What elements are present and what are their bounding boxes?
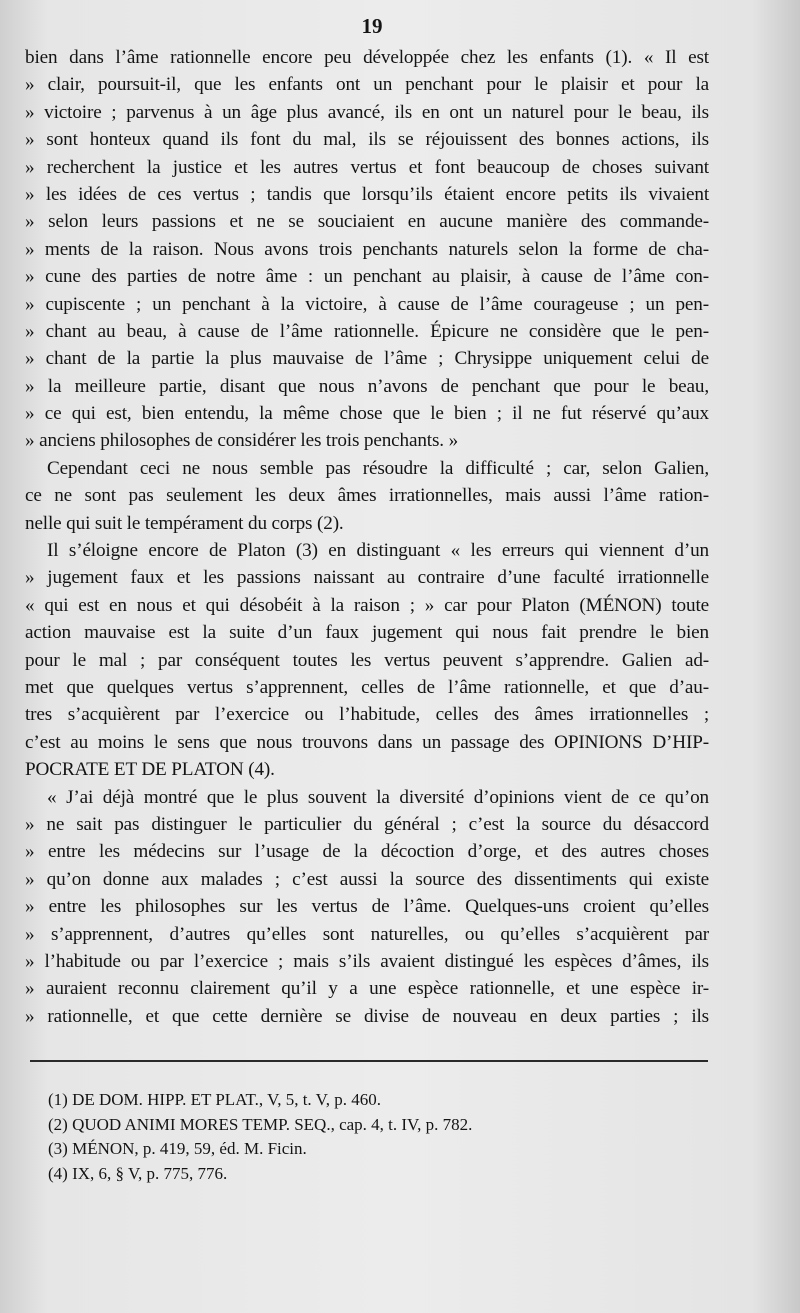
footnote: (3) MÉNON, p. 419, 59, éd. M. Ficin. [48, 1139, 307, 1159]
text-line: » entre les philosophes sur les vertus de l’âme. Quelques-uns croient qu’elles [25, 896, 709, 918]
text-line: » ments de la raison. Nous avons trois penchants naturels selon la forme de cha- [25, 238, 709, 260]
text-line: » clair, poursuit-il, que les enfants ont un penchant pour le plaisir et pour la [25, 74, 709, 96]
text-line: » entre les médecins sur l’usage de la décoction d’orge, et des autres choses [25, 841, 709, 863]
text-line: Cependant ceci ne nous semble pas résoudre la difficulté ; car, selon Galien, [47, 457, 709, 479]
text-line: ce ne sont pas seulement les deux âmes irrationnelles, mais aussi l’âme ration- [25, 485, 709, 507]
text-line: POCRATE ET DE PLATON (4). [25, 759, 275, 781]
text-line: tres s’acquièrent par l’exercice ou l’habitude, celles des âmes irrationnelles ; [25, 704, 709, 726]
text-line: » recherchent la justice et les autres vertus et font beaucoup de choses suivant [25, 156, 709, 178]
footnote: (2) QUOD ANIMI MORES TEMP. SEQ., cap. 4, t. IV, p. 782. [48, 1114, 473, 1134]
text-line: » ce qui est, bien entendu, la même chose que le bien ; il ne fut réservé qu’aux [25, 403, 709, 425]
text-line: » s’apprennent, d’autres qu’elles sont naturelles, ou qu’elles s’acquièrent par [25, 923, 709, 945]
text-line: « J’ai déjà montré que le plus souvent la diversité d’opinions vient de ce qu’on [47, 786, 709, 808]
text-line: » ne sait pas distinguer le particulier du général ; c’est la source du désaccord [25, 813, 709, 835]
text-line: » chant de la partie la plus mauvaise de l’âme ; Chrysippe uniquement celui de [25, 348, 709, 370]
text-line: » l’habitude ou par l’exercice ; mais s’ils avaient distingué les espèces d’âmes, ils [25, 950, 709, 972]
text-line: c’est au moins le sens que nous trouvons dans un passage des OPINIONS D’HIP- [25, 731, 709, 753]
text-line: » qu’on donne aux malades ; c’est aussi la source des dissentiments qui existe [25, 868, 709, 890]
text-line: « qui est en nous et qui désobéit à la raison ; » car pour Platon (MÉNON) toute [25, 594, 709, 616]
text-line: » selon leurs passions et ne se souciaient en aucune manière des commande- [25, 211, 709, 233]
text-line: nelle qui suit le tempérament du corps (2). [25, 512, 344, 534]
text-line: » jugement faux et les passions naissant au contraire d’une faculté irrationnelle [25, 567, 709, 589]
text-line: » anciens philosophes de considérer les trois penchants. » [25, 430, 459, 452]
footnote-divider [30, 1060, 708, 1062]
footnote: (1) DE DOM. HIPP. ET PLAT., V, 5, t. V, p. 460. [48, 1090, 381, 1109]
text-line: Il s’éloigne encore de Platon (3) en distinguant « les erreurs qui viennent d’un [47, 540, 709, 562]
text-line: bien dans l’âme rationnelle encore peu développée chez les enfants (1). « Il est [25, 47, 709, 68]
footnote: (4) IX, 6, § V, p. 775, 776. [48, 1163, 228, 1183]
text-line: » chant au beau, à cause de l’âme rationnelle. Épicure ne considère que le pen- [25, 320, 709, 342]
text-line: » cune des parties de notre âme : un penchant au plaisir, à cause de l’âme con- [25, 266, 709, 288]
text-line: » la meilleure partie, disant que nous n’avons de penchant que pour le beau, [25, 375, 709, 397]
text-line: action mauvaise est la suite d’un faux jugement qui nous fait prendre le bien [25, 622, 709, 644]
text-line: » auraient reconnu clairement qu’il y a une espèce rationnelle, et une espèce ir- [25, 978, 709, 1000]
text-line: » les idées de ces vertus ; tandis que lorsqu’ils étaient encore petits ils vivaient [25, 183, 709, 205]
footnotes [48, 1088, 688, 1186]
body-text [25, 44, 709, 1030]
text-line: » cupiscente ; un penchant à la victoire, à cause de l’âme courageuse ; un pen- [25, 293, 709, 315]
text-line: met que quelques vertus s’apprennent, celles de l’âme rationnelle, et que d’au- [25, 676, 709, 698]
text-line: » victoire ; parvenus à un âge plus avancé, ils en ont un naturel pour le beau, ils [25, 101, 709, 123]
page-number: 19 [361, 14, 383, 38]
text-line: » rationnelle, et que cette dernière se divise de nouveau en deux parties ; ils [25, 1005, 709, 1027]
text-line: pour le mal ; par conséquent toutes les vertus peuvent s’apprendre. Galien ad- [25, 649, 709, 671]
text-line: » sont honteux quand ils font du mal, ils se réjouissent des bonnes actions, ils [25, 129, 709, 151]
